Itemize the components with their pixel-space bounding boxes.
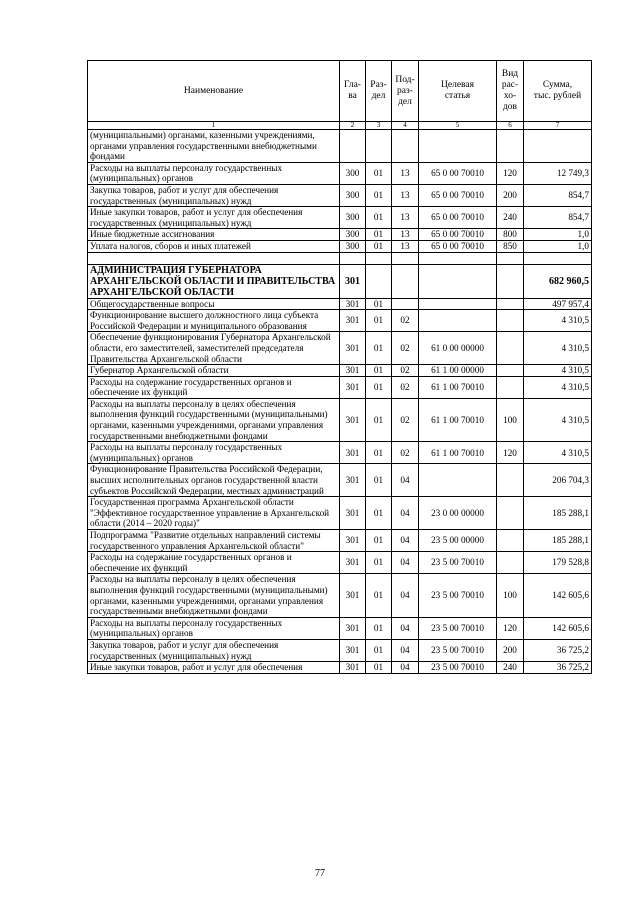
row-glava: 301	[340, 332, 366, 365]
row-razdel: 01	[366, 442, 392, 464]
row-glava: 301	[340, 464, 366, 497]
row-podrazdel	[392, 298, 419, 310]
row-podrazdel	[392, 264, 419, 298]
column-number: 5	[419, 122, 497, 130]
row-podrazdel: 04	[392, 530, 419, 552]
spacer-cell	[340, 252, 366, 264]
table-row	[88, 574, 592, 617]
row-summa: 682 960,5	[524, 264, 592, 298]
row-vid	[497, 552, 524, 574]
row-name: (муниципальными) органами, казенными учреждениями, органами управления государственными внебюджетными фондами	[88, 130, 340, 163]
table-row	[88, 332, 592, 365]
row-vid: 800	[497, 229, 524, 241]
table-row	[88, 497, 592, 530]
row-razdel: 01	[366, 365, 392, 377]
row-vid	[497, 264, 524, 298]
row-glava: 301	[340, 662, 366, 674]
row-name: Расходы на выплаты персоналу государственных (муниципальных) органов	[88, 162, 340, 184]
row-razdel: 01	[366, 184, 392, 206]
row-razdel: 01	[366, 229, 392, 241]
row-glava: 301	[340, 639, 366, 661]
row-statya	[419, 264, 497, 298]
row-statya	[419, 298, 497, 310]
row-podrazdel: 02	[392, 376, 419, 398]
row-glava: 301	[340, 497, 366, 530]
row-razdel	[366, 130, 392, 163]
header-razdel: Раз- дел	[366, 61, 392, 122]
table-row	[88, 376, 592, 398]
row-podrazdel: 04	[392, 552, 419, 574]
row-podrazdel: 04	[392, 464, 419, 497]
row-summa: 36 725,2	[524, 662, 592, 674]
column-number: 2	[340, 122, 366, 130]
row-name: Иные бюджетные ассигнования	[88, 229, 340, 241]
column-number: 4	[392, 122, 419, 130]
row-name: Уплата налогов, сборов и иных платежей	[88, 240, 340, 252]
row-podrazdel: 13	[392, 184, 419, 206]
row-vid: 240	[497, 207, 524, 229]
row-summa: 4 310,5	[524, 332, 592, 365]
table-row	[88, 207, 592, 229]
row-summa: 142 605,6	[524, 617, 592, 639]
row-statya: 61 1 00 00000	[419, 365, 497, 377]
row-summa: 4 310,5	[524, 310, 592, 332]
row-podrazdel: 04	[392, 574, 419, 617]
row-summa: 497 957,4	[524, 298, 592, 310]
row-glava: 301	[340, 442, 366, 464]
row-glava: 301	[340, 398, 366, 441]
row-razdel: 01	[366, 240, 392, 252]
row-name: Иные закупки товаров, работ и услуг для обеспечения государственных (муниципальных) нужд	[88, 207, 340, 229]
row-podrazdel: 13	[392, 207, 419, 229]
header-vid: Вид рас- хо- дов	[497, 61, 524, 122]
row-name: Государственная программа Архангельской области "Эффективное государственное управление в Архангельской области (2014 – 2020 годы)"	[88, 497, 340, 530]
column-number: 7	[524, 122, 592, 130]
row-podrazdel: 02	[392, 442, 419, 464]
table-row	[88, 617, 592, 639]
table-row	[88, 240, 592, 252]
row-vid	[497, 332, 524, 365]
spacer-cell	[497, 252, 524, 264]
row-razdel: 01	[366, 207, 392, 229]
row-razdel: 01	[366, 332, 392, 365]
row-statya: 65 0 00 70010	[419, 229, 497, 241]
header-glava: Гла- ва	[340, 61, 366, 122]
table-row	[88, 264, 592, 298]
row-razdel: 01	[366, 552, 392, 574]
row-razdel: 01	[366, 574, 392, 617]
row-name: Губернатор Архангельской области	[88, 365, 340, 377]
row-summa	[524, 130, 592, 163]
column-number: 3	[366, 122, 392, 130]
row-statya: 61 1 00 70010	[419, 376, 497, 398]
row-vid: 200	[497, 184, 524, 206]
table-body	[88, 130, 592, 674]
header-name: Наименование	[88, 61, 340, 122]
row-glava: 300	[340, 184, 366, 206]
spacer-cell	[419, 252, 497, 264]
row-glava: 301	[340, 310, 366, 332]
row-summa: 4 310,5	[524, 398, 592, 441]
row-vid: 120	[497, 442, 524, 464]
spacer-row	[88, 252, 592, 264]
row-name: Функционирование Правительства Российской Федерации, высших исполнительных органов государственной власти субъектов Российской Федерации, местных администраций	[88, 464, 340, 497]
row-name: Закупка товаров, работ и услуг для обеспечения государственных (муниципальных) нужд	[88, 639, 340, 661]
row-summa: 12 749,3	[524, 162, 592, 184]
row-razdel: 01	[366, 639, 392, 661]
row-summa: 185 288,1	[524, 530, 592, 552]
row-glava: 301	[340, 365, 366, 377]
row-glava: 300	[340, 229, 366, 241]
row-podrazdel	[392, 130, 419, 163]
row-razdel: 01	[366, 376, 392, 398]
row-summa: 4 310,5	[524, 442, 592, 464]
table-row	[88, 365, 592, 377]
row-name: Общегосударственные вопросы	[88, 298, 340, 310]
row-name: Расходы на выплаты персоналу государственных (муниципальных) органов	[88, 442, 340, 464]
row-vid: 200	[497, 639, 524, 661]
row-glava: 301	[340, 574, 366, 617]
spacer-cell	[392, 252, 419, 264]
budget-table	[87, 60, 592, 674]
row-summa: 206 704,3	[524, 464, 592, 497]
row-glava: 301	[340, 617, 366, 639]
table-row	[88, 464, 592, 497]
row-name: Функционирование высшего должностного лица субъекта Российской Федерации и муниципального образования	[88, 310, 340, 332]
row-summa: 854,7	[524, 184, 592, 206]
row-razdel: 01	[366, 398, 392, 441]
row-vid: 100	[497, 574, 524, 617]
table-row	[88, 639, 592, 661]
row-summa: 4 310,5	[524, 376, 592, 398]
row-vid: 100	[497, 398, 524, 441]
row-razdel: 01	[366, 162, 392, 184]
row-statya: 65 0 00 70010	[419, 162, 497, 184]
table-row	[88, 184, 592, 206]
row-podrazdel: 02	[392, 365, 419, 377]
row-glava: 300	[340, 207, 366, 229]
row-podrazdel: 04	[392, 639, 419, 661]
row-name: Расходы на выплаты персоналу в целях обеспечения выполнения функций государственными (муниципальными) органами, казенными учреждениями, органами управления государственными внебюджетными фондами	[88, 574, 340, 617]
row-razdel: 01	[366, 497, 392, 530]
row-name: Расходы на выплаты персоналу государственных (муниципальных) органов	[88, 617, 340, 639]
row-vid: 120	[497, 617, 524, 639]
row-glava: 301	[340, 552, 366, 574]
row-razdel	[366, 264, 392, 298]
row-vid: 240	[497, 662, 524, 674]
row-summa: 36 725,2	[524, 639, 592, 661]
row-vid	[497, 497, 524, 530]
row-vid	[497, 464, 524, 497]
row-vid: 120	[497, 162, 524, 184]
row-glava: 300	[340, 240, 366, 252]
row-statya: 23 0 00 00000	[419, 497, 497, 530]
row-razdel: 01	[366, 617, 392, 639]
row-summa: 1,0	[524, 229, 592, 241]
row-vid	[497, 310, 524, 332]
column-number: 1	[88, 122, 340, 130]
table-header-row	[88, 61, 592, 122]
row-summa: 185 288,1	[524, 497, 592, 530]
row-glava: 301	[340, 530, 366, 552]
row-statya: 23 5 00 70010	[419, 639, 497, 661]
header-statya: Целевая статья	[419, 61, 497, 122]
row-name: Иные закупки товаров, работ и услуг для обеспечения	[88, 662, 340, 674]
row-statya: 65 0 00 70010	[419, 184, 497, 206]
table-row	[88, 662, 592, 674]
row-name: Подпрограмма "Развитие отдельных направлений системы государственного управления Архангельской области"	[88, 530, 340, 552]
row-name: Расходы на содержание государственных органов и обеспечение их функций	[88, 376, 340, 398]
row-statya: 23 5 00 00000	[419, 530, 497, 552]
row-statya: 23 5 00 70010	[419, 662, 497, 674]
row-statya: 23 5 00 70010	[419, 617, 497, 639]
row-podrazdel: 13	[392, 162, 419, 184]
table-row	[88, 442, 592, 464]
row-name: Расходы на выплаты персоналу в целях обеспечения выполнения функций государственными (муниципальными) органами, казенными учреждениями, органами управления государственными внебюджетными фондами	[88, 398, 340, 441]
row-summa: 1,0	[524, 240, 592, 252]
row-glava: 301	[340, 264, 366, 298]
row-statya: 61 0 00 00000	[419, 332, 497, 365]
row-podrazdel: 13	[392, 229, 419, 241]
row-summa: 142 605,6	[524, 574, 592, 617]
row-glava: 300	[340, 162, 366, 184]
spacer-cell	[88, 252, 340, 264]
row-summa: 854,7	[524, 207, 592, 229]
spacer-cell	[524, 252, 592, 264]
row-podrazdel: 02	[392, 310, 419, 332]
row-razdel: 01	[366, 530, 392, 552]
page-number: 77	[315, 868, 325, 879]
row-razdel: 01	[366, 298, 392, 310]
row-podrazdel: 04	[392, 662, 419, 674]
table-row	[88, 530, 592, 552]
row-glava: 301	[340, 376, 366, 398]
row-statya: 23 5 00 70010	[419, 552, 497, 574]
row-podrazdel: 04	[392, 497, 419, 530]
spacer-cell	[366, 252, 392, 264]
row-name: Обеспечение функционирования Губернатора Архангельской области, его заместителей, заместителей председателя Правительства Архангельской области	[88, 332, 340, 365]
row-podrazdel: 13	[392, 240, 419, 252]
row-statya: 65 0 00 70010	[419, 240, 497, 252]
table-row	[88, 398, 592, 441]
row-name: АДМИНИСТРАЦИЯ ГУБЕРНАТОРА АРХАНГЕЛЬСКОЙ ОБЛАСТИ И ПРАВИТЕЛЬСТВА АРХАНГЕЛЬСКОЙ ОБЛАСТИ	[88, 264, 340, 298]
table-row	[88, 310, 592, 332]
table-row	[88, 229, 592, 241]
row-statya: 61 1 00 70010	[419, 442, 497, 464]
row-vid	[497, 365, 524, 377]
row-statya	[419, 310, 497, 332]
row-statya: 61 1 00 70010	[419, 398, 497, 441]
row-vid: 850	[497, 240, 524, 252]
table-row	[88, 552, 592, 574]
table-row	[88, 130, 592, 163]
row-statya	[419, 464, 497, 497]
row-vid	[497, 530, 524, 552]
column-number-row	[88, 122, 592, 130]
row-vid	[497, 376, 524, 398]
row-statya	[419, 130, 497, 163]
row-podrazdel: 02	[392, 398, 419, 441]
row-summa: 4 310,5	[524, 365, 592, 377]
column-number: 6	[497, 122, 524, 130]
row-razdel: 01	[366, 464, 392, 497]
row-glava: 301	[340, 298, 366, 310]
row-summa: 179 528,8	[524, 552, 592, 574]
table-row	[88, 298, 592, 310]
row-vid	[497, 298, 524, 310]
table-row	[88, 162, 592, 184]
row-glava	[340, 130, 366, 163]
row-podrazdel: 04	[392, 617, 419, 639]
row-vid	[497, 130, 524, 163]
row-razdel: 01	[366, 662, 392, 674]
header-summa: Сумма, тыс. рублей	[524, 61, 592, 122]
row-podrazdel: 02	[392, 332, 419, 365]
header-podrazdel: Под- раз- дел	[392, 61, 419, 122]
row-razdel: 01	[366, 310, 392, 332]
row-name: Расходы на содержание государственных органов и обеспечение их функций	[88, 552, 340, 574]
row-statya: 23 5 00 70010	[419, 574, 497, 617]
row-name: Закупка товаров, работ и услуг для обеспечения государственных (муниципальных) нужд	[88, 184, 340, 206]
row-statya: 65 0 00 70010	[419, 207, 497, 229]
